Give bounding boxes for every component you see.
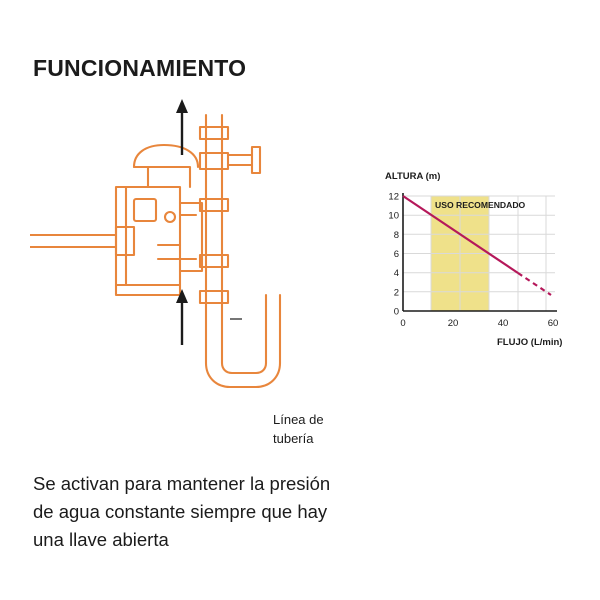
caption-text <box>33 470 433 554</box>
svg-text:0: 0 <box>393 306 399 318</box>
chart-xlabel: FLUJO (L/min) <box>497 337 563 348</box>
performance-chart-svg <box>375 165 585 380</box>
flow-arrow-up-bottom <box>176 289 188 345</box>
svg-text:12: 12 <box>388 191 399 203</box>
performance-chart <box>375 165 585 380</box>
svg-text:60: 60 <box>547 318 559 329</box>
svg-text:40: 40 <box>497 318 509 329</box>
svg-text:2: 2 <box>393 287 399 299</box>
chart-xticks <box>400 318 558 329</box>
chart-annotation: USO RECOMENDADO <box>435 200 526 210</box>
pipe-label-line-1: Línea de <box>273 412 324 427</box>
caption-line-3: una llave abierta <box>33 529 169 550</box>
page-title: FUNCIONAMIENTO <box>33 55 247 81</box>
chart-yticks <box>388 192 399 318</box>
caption-line-1: Se activan para mantener la presión <box>33 473 331 494</box>
riser-pipe-outline <box>200 115 280 387</box>
svg-text:8: 8 <box>393 229 399 241</box>
svg-text:10: 10 <box>388 210 399 222</box>
caption-line-2: de agua constante siempre que hay <box>33 501 328 522</box>
svg-text:0: 0 <box>400 318 406 329</box>
pipe-label <box>273 410 324 448</box>
chart-ylabel: ALTURA (m) <box>385 171 441 182</box>
svg-text:20: 20 <box>447 318 459 329</box>
pipe-label-line-2: tubería <box>273 431 314 446</box>
pump-body-outline <box>30 145 202 295</box>
svg-text:6: 6 <box>393 249 399 260</box>
pump-diagram <box>30 95 350 446</box>
pump-diagram-svg <box>30 95 350 405</box>
svg-text:4: 4 <box>393 268 399 280</box>
